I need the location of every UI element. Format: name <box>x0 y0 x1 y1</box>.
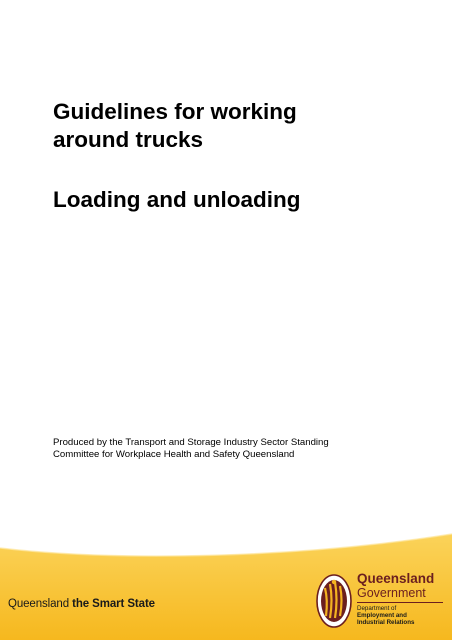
dept-line-1: Department of <box>357 605 397 612</box>
produced-by-line-2: Committee for Workplace Health and Safety Queensland <box>53 449 295 460</box>
title-block <box>53 98 413 214</box>
logo-divider <box>357 602 443 603</box>
dept-line-2-text: Employment and <box>357 612 407 619</box>
dept-line-2 <box>357 612 443 619</box>
dept-line-3 <box>357 619 443 626</box>
logo-government: Government <box>357 586 426 600</box>
document-subtitle: Loading and unloading <box>53 187 301 212</box>
slogan-regular: Queensland <box>8 598 73 610</box>
queensland-government-logo <box>314 570 452 640</box>
slogan-bold: the Smart State <box>72 598 155 610</box>
produced-by-line-1: Produced by the Transport and Storage Industry Sector Standing <box>53 437 329 448</box>
logo-text <box>357 572 443 626</box>
produced-by-text <box>53 437 433 461</box>
dept-line-3-text: Industrial Relations <box>357 619 415 626</box>
document-title-line-1: Guidelines for working <box>53 99 297 124</box>
queensland-crest-icon <box>314 570 354 632</box>
footer-band <box>0 530 452 640</box>
logo-queensland: Queensland <box>357 571 435 586</box>
smart-state-slogan <box>8 598 155 610</box>
document-title-line-2: around trucks <box>53 127 204 152</box>
